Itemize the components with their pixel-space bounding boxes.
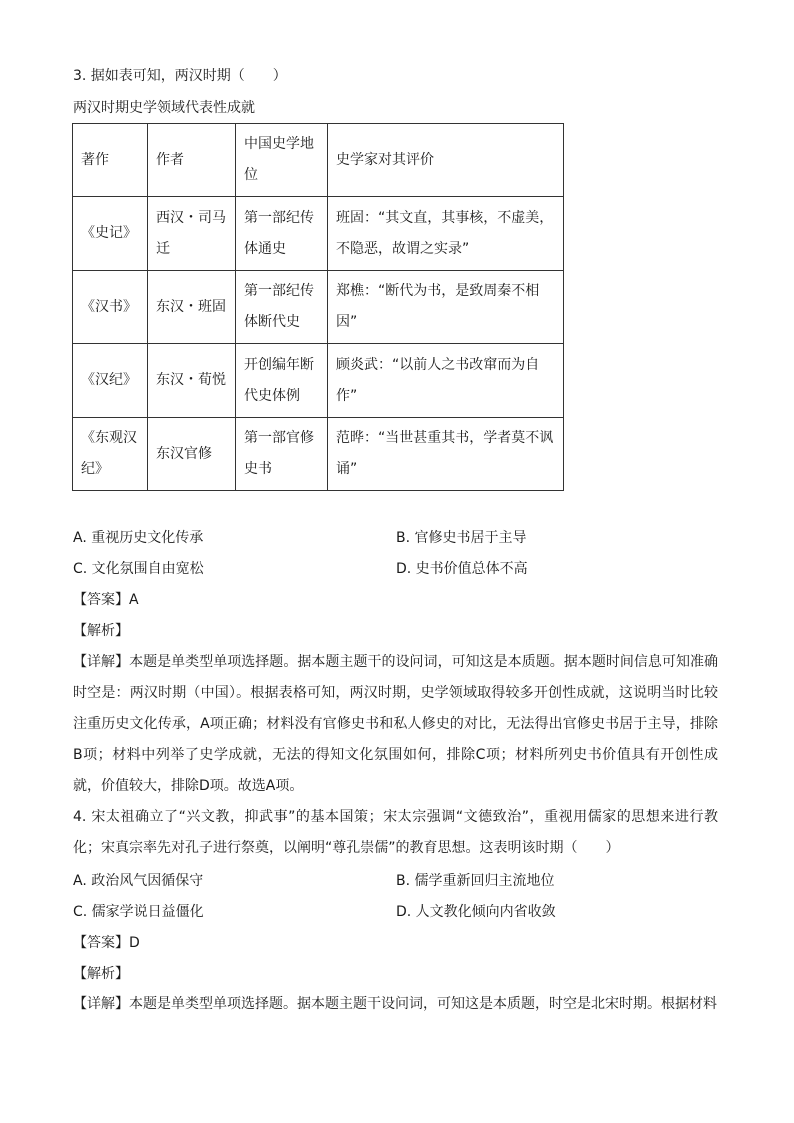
q3-option-a: A. 重视历史文化传承 [73, 530, 204, 546]
q4-option-b: B. 儒学重新回归主流地位 [396, 873, 555, 889]
table-cell: 《东观汉纪》 [73, 418, 148, 491]
table-row [73, 344, 564, 418]
table-cell: 东汉・荀悦 [148, 344, 236, 418]
q4-option-c: C. 儒家学说日益僵化 [73, 904, 204, 920]
table-cell: 第一部纪传体断代史 [236, 271, 328, 344]
table-title: 两汉时期史学领域代表性成就 [73, 100, 255, 116]
q3-detailed-explanation: 【详解】本题是单类型单项选择题。据本题主题干的设问词，可知这是本质题。据本题时间信息可知准确时空是：两汉时期（中国）。根据表格可知，两汉时期，史学领域取得较多开创性成就，这说明当时比较注重历史文化传承，A项正确；材料没有官修史书和私人修史的对比，无法得出官修史书居于主导，排除B项；材料中列举了史学成就，无法的得知文化氛围如何，排除C项；材料所列史书价值具有开创性成就，价值较大，排除D项。故选A项。 [73, 654, 718, 794]
table-cell: 范晔：“当世甚重其书，学者莫不讽诵” [328, 418, 564, 491]
q4-option-a: A. 政治风气因循保守 [73, 873, 204, 889]
table-cell: 班固：“其文直，其事核，不虚美，不隐恶，故谓之实录” [328, 197, 564, 271]
table-header-row [73, 124, 564, 197]
q3-analysis-label: 【解析】 [73, 623, 129, 639]
table-header-cell: 中国史学地位 [236, 124, 328, 197]
table-header-cell: 著作 [73, 124, 148, 197]
table-row [73, 197, 564, 271]
table-cell: 东汉・班固 [148, 271, 236, 344]
q4-detailed-explanation: 【详解】本题是单类型单项选择题。据本题主题干设问词，可知这是本质题，时空是北宋时期。根据材料 [73, 996, 717, 1012]
table-row [73, 418, 564, 491]
table-cell: 第一部官修史书 [236, 418, 328, 491]
table-cell: 《史记》 [73, 197, 148, 271]
table-cell: 《汉纪》 [73, 344, 148, 418]
q4-option-d: D. 人文教化倾向内省收敛 [396, 904, 556, 920]
table-cell: 西汉・司马迁 [148, 197, 236, 271]
question-3-stem: 3. 据如表可知，两汉时期（ ） [73, 68, 287, 84]
history-achievements-table [72, 123, 564, 491]
q3-option-c: C. 文化氛围自由宽松 [73, 561, 204, 577]
q3-answer: 【答案】A [73, 592, 139, 608]
table-header-cell: 史学家对其评价 [328, 124, 564, 197]
table-cell: 开创编年断代史体例 [236, 344, 328, 418]
table-cell: 郑樵：“断代为书，是致周秦不相因” [328, 271, 564, 344]
table-row [73, 271, 564, 344]
table-cell: 第一部纪传体通史 [236, 197, 328, 271]
question-4-stem: 4. 宋太祖确立了“兴文教，抑武事”的基本国策；宋太宗强调“文德致治”，重视用儒家的思想来进行教化；宋真宗率先对孔子进行祭奠，以阐明“尊孔崇儒”的教育思想。这表明该时期（ ） [73, 809, 718, 856]
table-cell: 顾炎武：“以前人之书改窜而为自作” [328, 344, 564, 418]
table-cell: 东汉官修 [148, 418, 236, 491]
table-cell: 《汉书》 [73, 271, 148, 344]
q4-answer: 【答案】D [73, 935, 140, 951]
table-header-cell: 作者 [148, 124, 236, 197]
q3-option-d: D. 史书价值总体不高 [396, 561, 528, 577]
q4-analysis-label: 【解析】 [73, 966, 129, 982]
q3-option-b: B. 官修史书居于主导 [396, 530, 527, 546]
